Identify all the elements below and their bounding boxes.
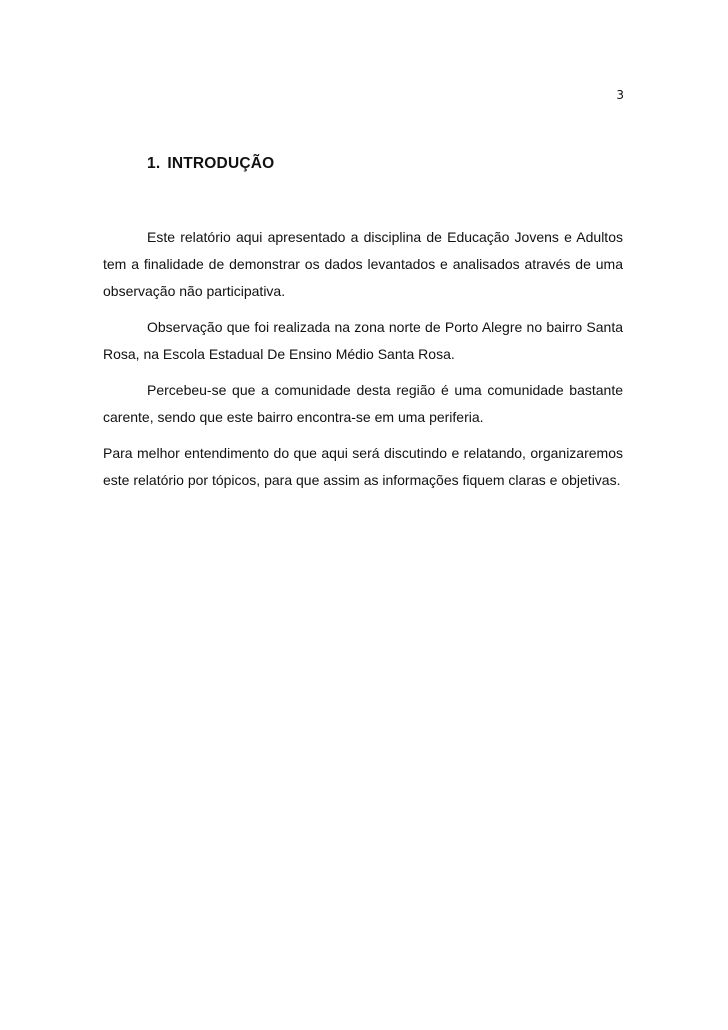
section-number: 1. xyxy=(147,155,161,172)
paragraph: Observação que foi realizada na zona norte de Porto Alegre no bairro Santa Rosa, na Escola Estadual De Ensino Médio Santa Rosa. xyxy=(103,319,623,362)
paragraph: Percebeu-se que a comunidade desta região é uma comunidade bastante carente, sendo que este bairro encontra-se em uma periferia. xyxy=(103,382,623,425)
document-body xyxy=(103,224,623,503)
paragraph: Este relatório aqui apresentado a disciplina de Educação Jovens e Adultos tem a finalidade de demonstrar os dados levantados e analisados através de uma observação não participativa. xyxy=(103,229,623,299)
section-heading xyxy=(147,155,274,173)
section-title: INTRODUÇÃO xyxy=(167,155,275,172)
page-number: 3 xyxy=(616,88,624,102)
paragraph: Para melhor entendimento do que aqui será discutindo e relatando, organizaremos este relatório por tópicos, para que assim as informações fiquem claras e objetivas. xyxy=(103,445,623,488)
